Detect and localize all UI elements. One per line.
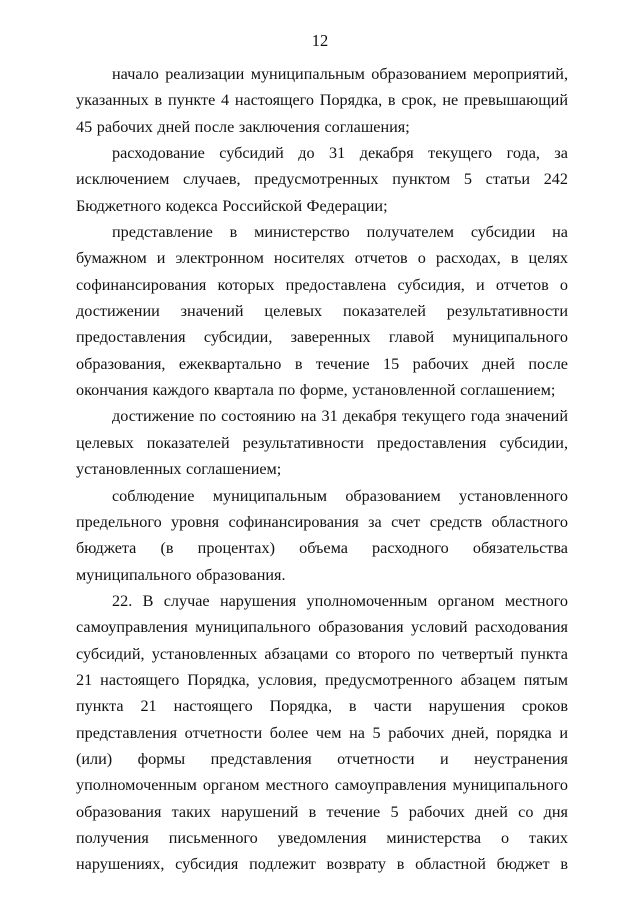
page-number: 12 bbox=[311, 31, 329, 50]
paragraph-reporting-requirement: представление в министерство получателем субсидии на бумажном и электронном носителях отчетов о расходах, в целях софинансирования которых предоставлена субсидия, и отчетов о достижении значений целевых показателей результативности предоставления субсидии, заверенных главой муниципального образования, ежеквартально в течение 15 рабочих дней после окончания каждого квартала по форме, установленной соглашением; bbox=[76, 223, 568, 400]
paragraph-subsidy-spending-deadline: расходование субсидий до 31 декабря текущего года, за исключением случаев, предусмотренных пунктом 5 статьи 242 Бюджетного кодекса Российской Федерации; bbox=[76, 144, 568, 215]
paragraph-project-start-deadline: начало реализации муниципальным образованием мероприятий, указанных в пункте 4 настоящего Порядка, в срок, не превышающий 45 рабочих дней после заключения соглашения; bbox=[76, 65, 568, 136]
paragraph-section-22-violations: 22. В случае нарушения уполномоченным органом местного самоуправления муниципального образования условий расходования субсидий, установленных абзацами со второго по четвертый пункта 21 настоящего Порядка, условия, предусмотренного абзацем пятым пункта 21 настоящего Порядка, в части нарушения сроков представления отчетности более чем на 5 рабочих дней, порядка и (или) формы представления отчетности и неустранения уполномоченным органом местного самоуправления муниципального образования таких нарушений в течение 5 рабочих дней со дня получения письменного уведомления министерства о таких нарушениях, субсидия подлежит возврату в областной бюджет в bbox=[76, 591, 568, 874]
document-body bbox=[76, 61, 568, 878]
paragraph-target-indicators: достижение по состоянию на 31 декабря текущего года значений целевых показателей результативности предоставления субсидии, установленных соглашением; bbox=[76, 407, 568, 479]
paragraph-cofinancing-level: соблюдение муниципальным образованием установленного предельного уровня софинансирования за счет средств областного бюджета (в процентах) объема расходного обязательства муниципального образования. bbox=[76, 486, 568, 584]
